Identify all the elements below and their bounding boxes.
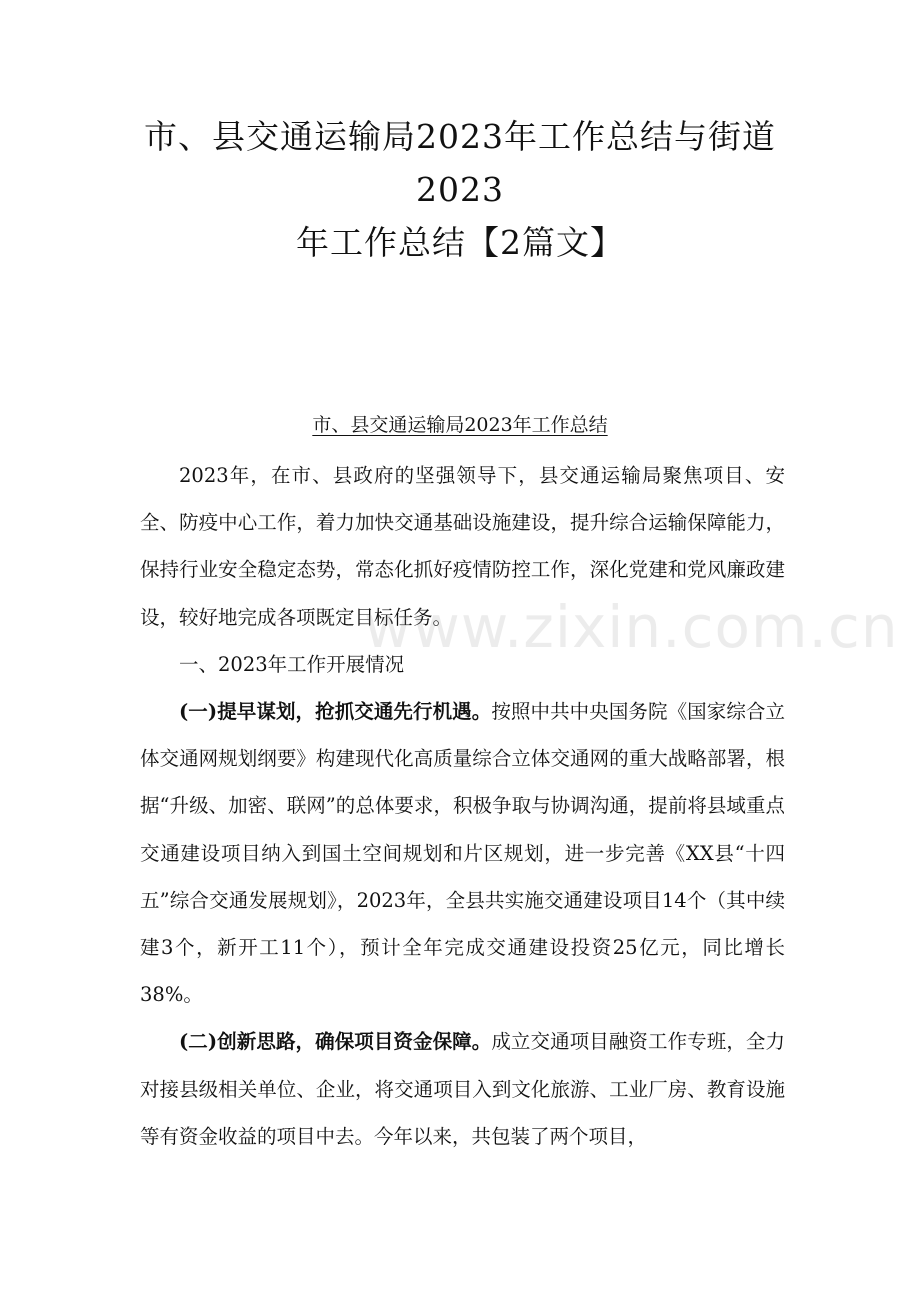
document-title-line-2: 年工作总结【2篇文】 (296, 223, 624, 262)
document-body (140, 452, 785, 1160)
item-2-lead: (二)创新思路，确保项目资金保障。 (179, 1030, 492, 1054)
intro-paragraph: 2023年，在市、县政府的坚强领导下，县交通运输局聚焦项目、安全、防疫中心工作，着力加快交通基础设施建设，提升综合运输保障能力，保持行业安全稳定态势，常态化抓好疫情防控工作，深化党建和党风廉政建设，较好地完成各项既定目标任务。 (140, 464, 785, 629)
document-title (120, 110, 800, 269)
watermark: www.zixin.com.cn (364, 593, 899, 661)
item-1-lead: (一)提早谋划，抢抓交通先行机遇。 (179, 700, 492, 724)
paragraph-item-2 (140, 1018, 785, 1160)
item-2-text: 成立交通项目融资工作专班，全力对接县级相关单位、企业，将交通项目入到文化旅游、工业厂房、教育设施等有资金收益的项目中去。今年以来，共包装了两个项目， (140, 1030, 785, 1148)
paragraph-item-1 (140, 688, 785, 1018)
section-heading-1: 一、2023年工作开展情况 (179, 652, 405, 676)
item-1-text: 按照中共中央国务院《国家综合立体交通网规划纲要》构建现代化高质量综合立体交通网的重大战略部署，根据“升级、加密、联网”的总体要求，积极争取与协调沟通，提前将县域重点交通建设项目纳入到国土空间规划和片区规划，进一步完善《XX县“十四五”综合交通发展规划》，2023年，全县共实施交通建设项目14个（其中续建3个，新开工11个），预计全年完成交通建设投资25亿元，同比增长38%。 (140, 700, 785, 1007)
section-title: 市、县交通运输局2023年工作总结 (312, 414, 608, 436)
document-title-line-1: 市、县交通运输局2023年工作总结与街道2023 (144, 117, 776, 209)
